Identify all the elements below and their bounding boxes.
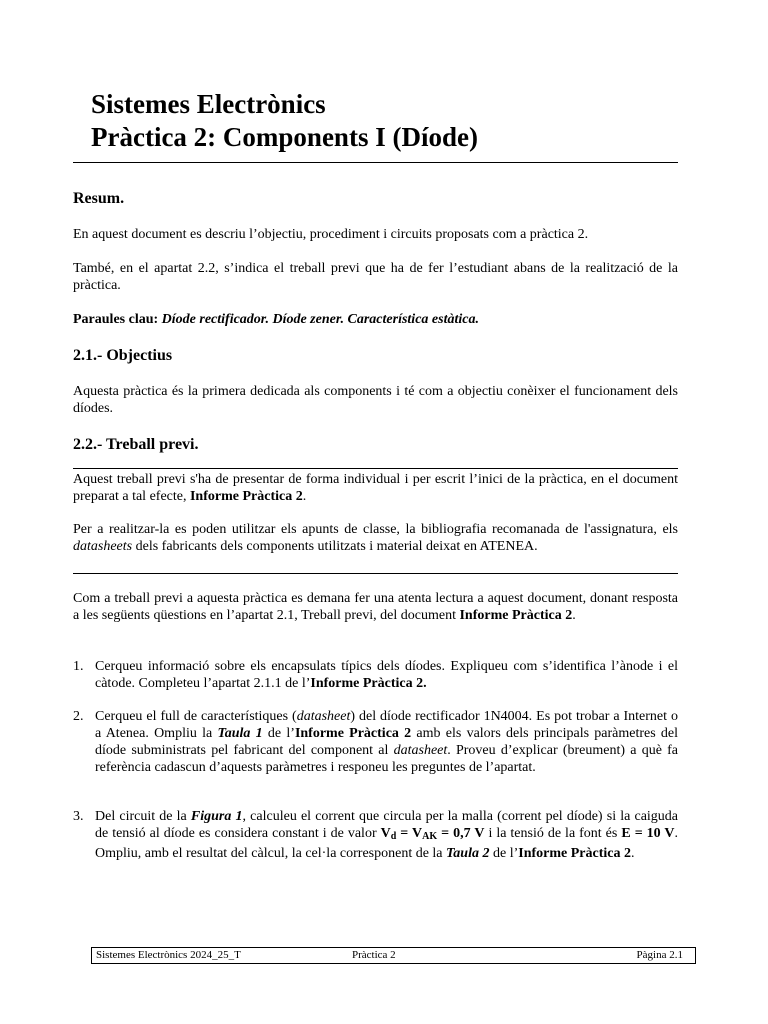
- item-2-bold-italic: Taula 1: [217, 726, 263, 741]
- item-3-formula: [381, 826, 485, 841]
- formula-eq: = V: [396, 826, 423, 841]
- item-1-text: Cerqueu informació sobre els encapsulats típics dels díodes. Expliqueu com s’identifica l’ànode i el càtode. Completeu l’apartat 2.1.1 de l’: [95, 659, 678, 691]
- item-3-text-c: i la tensió de la font és: [488, 826, 618, 841]
- keywords-line: [73, 311, 678, 328]
- item-2-text-e: . Proveu d’explicar (breument) a què fa referència cadascun d’aquests paràmetres i responeu les preguntes de l’apartat.: [95, 743, 679, 775]
- item-3-bold: Informe Pràctica 2: [518, 846, 631, 861]
- box-p2-text-a: Per a realitzar-la es poden utilitzar els apunts de classe, la bibliografia recomanada de l'assignatura, els: [73, 522, 678, 537]
- keywords-label: Paraules clau:: [73, 312, 159, 327]
- item-2-text-a: Cerqueu el full de característiques (: [95, 709, 297, 724]
- item-3-text-a: Del circuit de la: [95, 809, 187, 824]
- treball-previ-box-paragraph-2: [73, 521, 678, 555]
- item-3-bold-italic-2: Taula 2: [446, 846, 490, 861]
- formula-sub-d: d: [390, 831, 397, 842]
- title-line-1: Sistemes Electrònics: [91, 89, 326, 119]
- formula-value: = 0,7 V: [437, 826, 485, 841]
- list-item-2: [95, 708, 678, 776]
- box-p2-text-b: dels fabricants dels components utilitzats i material deixat en ATENEA.: [135, 539, 538, 554]
- list-item-1-number: 1.: [73, 659, 84, 674]
- resum-paragraph-1: En aquest document es descriu l’objectiu, procediment i circuits proposats com a pràctica 2.: [73, 227, 589, 242]
- resum-heading: Resum.: [73, 190, 125, 207]
- section-objectius-heading: 2.1.- Objectius: [73, 347, 173, 364]
- intro-end: .: [572, 608, 576, 623]
- item-2-bold: Informe Pràctica 2: [294, 726, 412, 741]
- item-2-text-d: amb els valors dels principals paràmetres del díode subministrats pel fabricant del component al: [95, 726, 679, 758]
- item-3-text-e: de l’: [492, 846, 519, 861]
- item-1-bold: Informe Pràctica 2.: [310, 676, 427, 691]
- footer-left: Sistemes Electrònics 2024_25_T: [96, 949, 241, 961]
- title-divider: [73, 162, 678, 163]
- box-p1-text: Aquest treball previ s'ha de presentar de forma individual i per escrit l’inici de la pràctica, en el document preparat a tal efecte,: [73, 472, 678, 504]
- item-2-text-b: ) del díode rectificador 1N4004. Es pot trobar a Internet o a Atenea. Ompliu la: [95, 709, 678, 741]
- title-line-2: Pràctica 2: Components I (Díode): [91, 122, 478, 152]
- resum-paragraph-2: També, en el apartat 2.2, s’indica el treball previ que ha de fer l’estudiant abans de la realització de la pràctica.: [73, 261, 678, 293]
- item-3-bold-italic-1: Figura 1: [190, 809, 243, 824]
- box-p1-bold: Informe Pràctica 2: [189, 489, 303, 504]
- list-item-3: [95, 808, 678, 862]
- page-title: [91, 88, 691, 154]
- footer-center: Pràctica 2: [352, 949, 396, 961]
- box-top-rule: [73, 468, 678, 469]
- box-p2-italic: datasheets: [73, 539, 133, 554]
- section-treball-previ-heading: 2.2.- Treball previ.: [73, 436, 199, 453]
- box-p1-end: .: [302, 489, 307, 504]
- item-2-italic-1: datasheet: [296, 709, 351, 724]
- item-3-text-f: .: [630, 846, 635, 861]
- treball-previ-box-paragraph-1: [73, 471, 678, 505]
- intro-text: Com a treball previ a aquesta pràctica es demana fer una atenta lectura a aquest document, donant resposta a les següents qüestions en l’apartat 2.1, Treball previ, del document: [73, 591, 678, 623]
- list-item-2-number: 2.: [73, 709, 84, 724]
- treball-previ-intro: [73, 590, 678, 624]
- objectius-paragraph: Aquesta pràctica és la primera dedicada als components i té com a objectiu conèixer el funcionament dels díodes.: [73, 384, 678, 416]
- intro-bold: Informe Pràctica 2: [459, 608, 573, 623]
- item-2-italic-2: datasheet: [393, 743, 448, 758]
- keywords-value: Díode rectificador. Díode zener. Característica estàtica.: [161, 312, 479, 327]
- list-item-1: [95, 658, 678, 692]
- formula-sub-ak: AK: [422, 831, 438, 842]
- page-footer: [91, 947, 696, 964]
- item-3-e-value: E = 10 V: [621, 826, 675, 841]
- item-2-text-c: de l’: [267, 726, 295, 741]
- list-item-3-number: 3.: [73, 809, 84, 824]
- item-3-text-d: . Ompliu, amb el resultat del càlcul, la cel·la corresponent de la: [95, 826, 679, 861]
- formula-v: V: [380, 826, 391, 841]
- footer-page-number: Pàgina 2.1: [636, 949, 683, 961]
- item-3-text-b: , calculeu el corrent que circula per la malla (corrent pel díode) si la caiguda de tensió al díode es considera constant i de valor: [95, 809, 679, 841]
- box-bottom-rule: [73, 573, 678, 574]
